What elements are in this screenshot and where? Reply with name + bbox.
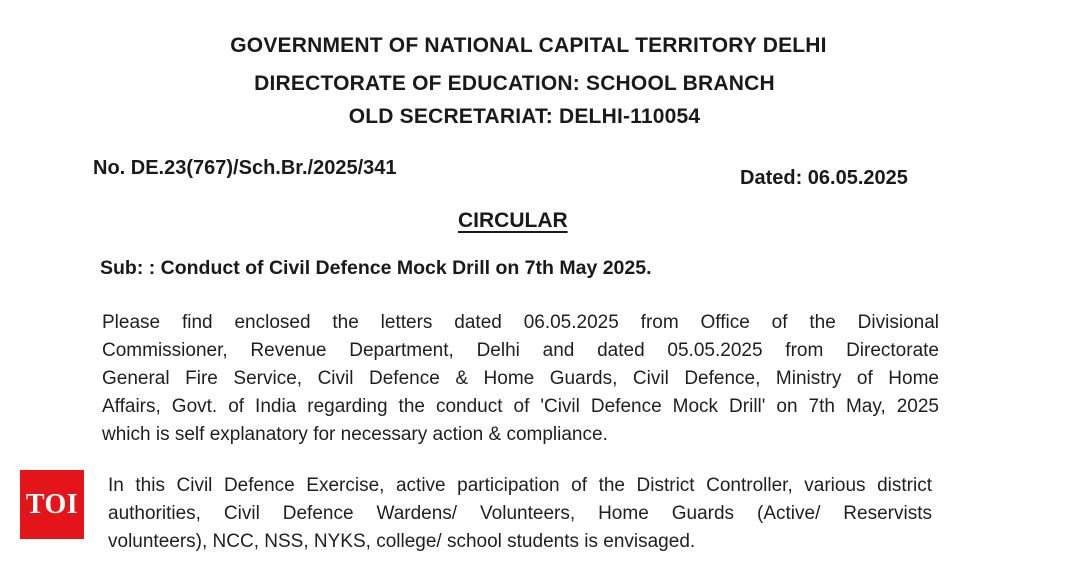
paragraph-line: In this Civil Defence Exercise, active participation of the District Controller, various district [108,475,932,496]
header-address: OLD SECRETARIAT: DELHI-110054 [348,105,701,128]
reference-number: No. DE.23(767)/Sch.Br./2025/341 [93,157,397,179]
paragraph-line: which is self explanatory for necessary action & compliance. [102,424,608,445]
paragraph-line: General Fire Service, Civil Defence & Home Guards, Civil Defence, Ministry of Home [102,368,939,389]
document-title: CIRCULAR [458,209,568,232]
paragraph-line: Affairs, Govt. of India regarding the conduct of 'Civil Defence Mock Drill' on 7th May, 2025 [102,396,939,417]
subject-line: Sub: : Conduct of Civil Defence Mock Drill on 7th May 2025. [100,257,652,279]
paragraph-enclosed-letters [102,309,939,449]
header-directorate: DIRECTORATE OF EDUCATION: SCHOOL BRANCH [254,72,775,95]
paragraph-line: authorities, Civil Defence Wardens/ Volunteers, Home Guards (Active/ Reservists [108,503,932,524]
paragraph-participation [108,472,932,556]
paragraph-line: Commissioner, Revenue Department, Delhi and dated 05.05.2025 from Directorate [102,340,939,361]
dated-field: Dated: 06.05.2025 [740,167,908,189]
paragraph-line: Please find enclosed the letters dated 06.05.2025 from Office of the Divisional [102,312,939,333]
paragraph-line: volunteers), NCC, NSS, NYKS, college/ school students is envisaged. [108,531,696,552]
toi-watermark-logo: TOI [20,470,84,539]
header-government: GOVERNMENT OF NATIONAL CAPITAL TERRITORY DELHI [230,34,827,57]
